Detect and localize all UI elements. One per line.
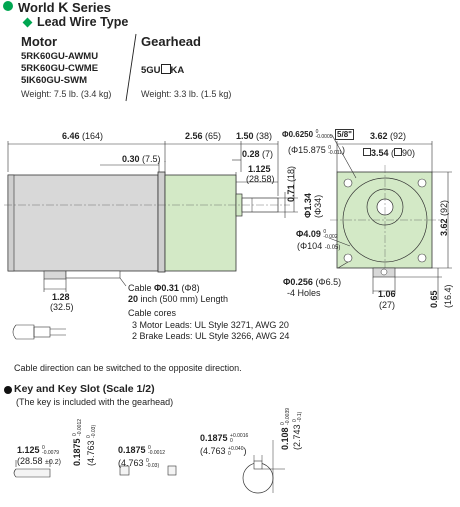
key-note: (The key is included with the gearhead) xyxy=(16,397,174,407)
dim-shaft-diameter: Φ0.6250 0 -0.0005 5/8" xyxy=(282,128,352,140)
gearhead-label: Gearhead xyxy=(141,34,201,49)
dim-length-motor: 6.46 (164) xyxy=(62,131,104,141)
motor-model-3: 5IK60GU-SWM xyxy=(21,75,87,86)
key-length: 1.125 0 -0.0079 xyxy=(17,444,60,456)
square-icon xyxy=(394,148,402,156)
cable-diameter: Cable Φ0.31 (Φ8) xyxy=(128,283,200,293)
dim-pilot-diameter-mm: (Φ104 -0.05) xyxy=(297,241,341,251)
slot-width-mm: (4.763 +0.040 0 ) xyxy=(200,445,247,457)
key-bullet xyxy=(4,386,12,394)
series-title: World K Series xyxy=(18,0,111,15)
cable-core-1: 3 Motor Leads: UL Style 3271, AWG 20 xyxy=(132,320,289,330)
key-height-mm: (4.763 0 -0.03) xyxy=(85,424,97,466)
dim-front-width: 3.62 (92) xyxy=(370,131,407,141)
cable-core-2: 2 Brake Leads: UL Style 3266, AWG 24 xyxy=(132,331,290,341)
dim-boss-width: 0.28 (7) xyxy=(242,149,274,159)
dim-square: 3.54 ( 90) xyxy=(363,148,415,158)
key-title: Key and Key Slot (Scale 1/2) xyxy=(14,383,155,395)
dim-shaft-height: 0.71 (18) xyxy=(286,165,296,202)
dim-front-height: 3.62 (92) xyxy=(439,199,449,236)
dim-key-length: 1.125 xyxy=(248,164,271,174)
lead-wire-type-title: Lead Wire Type xyxy=(37,15,129,29)
key-width-mm: (4.763 0 -0.03) xyxy=(118,457,160,469)
dim-lug-width: 1.06 xyxy=(378,289,396,299)
dim-cable-pos-mm: (32.5) xyxy=(50,302,74,312)
motor-model-1: 5RK60GU-AWMU xyxy=(21,51,99,62)
motor-model-2: 5RK60GU-CWME xyxy=(21,63,99,74)
dim-flange-offset: 0.30 (7.5) xyxy=(122,154,161,164)
dim-shaft-length: 1.50 (38) xyxy=(236,131,273,141)
gearhead-weight: Weight: 3.3 lb. (1.5 kg) xyxy=(141,89,232,99)
motor-label: Motor xyxy=(21,34,58,49)
cable-cores-title: Cable cores xyxy=(128,308,177,318)
dim-cable-pos: 1.28 xyxy=(52,292,70,302)
key-height: 0.1875 0 -0.0012 xyxy=(71,418,83,466)
slot-depth: 0.108 0 -0.0039 xyxy=(279,407,291,450)
dim-lug-width-mm: (27) xyxy=(379,300,396,310)
gearhead-model: 5GU KA xyxy=(141,65,185,76)
dim-key-length-mm: (28.58) xyxy=(246,174,275,184)
dim-length-gearhead: 2.56 (65) xyxy=(185,131,222,141)
slot-depth-mm: (2.743 0 -0.1) xyxy=(291,411,303,450)
dim-hole-diameter: Φ0.256 (Φ6.5) xyxy=(283,277,342,287)
dim-boss-diameter-mm: (Φ34) xyxy=(313,194,323,218)
cable-direction-note: Cable direction can be switched to the opposite direction. xyxy=(14,363,242,373)
dim-shaft-diameter-mm: (Φ15.875 0 -0.011) xyxy=(288,144,346,156)
dim-holes: -4 Holes xyxy=(287,288,321,298)
square-icon xyxy=(363,148,371,156)
dim-pilot-diameter: Φ4.09 0 -0.002 xyxy=(296,228,338,240)
dim-lug-height-mm: (16.4) xyxy=(443,284,453,308)
dim-lug-height: 0.65 xyxy=(429,290,439,308)
cable-length: 20 inch (500 mm) Length xyxy=(128,294,229,304)
dim-boss-diameter: Φ1.34 xyxy=(303,193,313,218)
motor-weight: Weight: 7.5 lb. (3.4 kg) xyxy=(21,89,112,99)
slot-width: 0.1875 +0.0016 0 xyxy=(200,432,249,444)
key-width: 0.1875 0 -0.0012 xyxy=(118,444,166,456)
key-length-mm: (28.58 ±0.2) xyxy=(17,456,61,466)
